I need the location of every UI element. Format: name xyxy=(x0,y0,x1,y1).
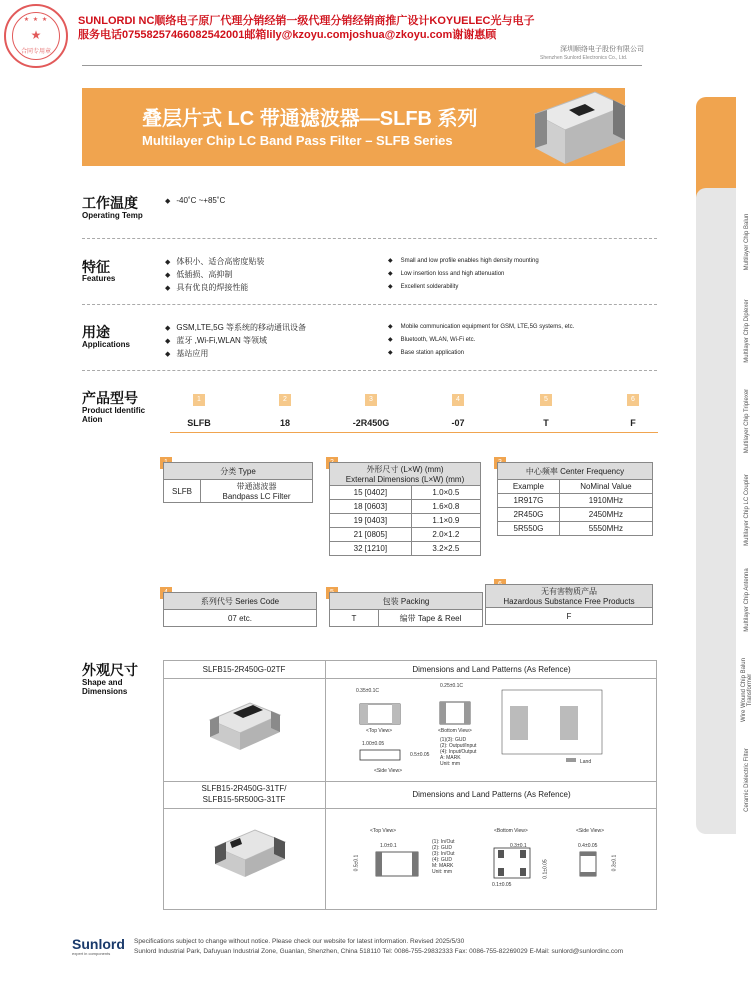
dim-title-1: Dimensions and Land Patterns (As Refence) xyxy=(412,665,571,674)
chip-photo-1 xyxy=(205,695,285,755)
table-cell: 15 [0402] xyxy=(330,486,412,500)
table-cell: 2450MHz xyxy=(559,508,652,522)
legend: (1): In/Out (2): GUD (3): In/Out (4): GUD M: MARK Unit: mm xyxy=(432,839,455,875)
features-title-cn: 特征 xyxy=(82,259,110,275)
table-center-frequency xyxy=(497,462,653,536)
table-cell: 07 etc. xyxy=(164,610,317,627)
table-dimensions xyxy=(329,462,481,556)
banner-title-en: Multilayer Chip LC Band Pass Filter – SLFB Series xyxy=(142,133,453,148)
features-item-cn: ◆ 体积小、适合高密度贴装 xyxy=(165,257,265,266)
operating-temp-title-en: Operating Temp xyxy=(82,211,143,220)
applications-item-cn: ◆ 基站应用 xyxy=(165,349,209,358)
banner-title-cn: 叠层片式 LC 带通滤波器—SLFB 系列 xyxy=(142,108,478,130)
part-segment-number: 4 xyxy=(452,394,464,406)
dim-label: 1.00±0.05 xyxy=(362,741,385,747)
applications-item-cn: ◆ GSM,LTE,5G 等系统的移动通讯设备 xyxy=(165,323,307,332)
part-segment-value: -2R450G xyxy=(352,418,390,428)
tab-wire-wound-balun[interactable]: Wire Wound Chip Balun Transformer xyxy=(696,636,736,744)
divider xyxy=(82,238,657,239)
chip-photo-2 xyxy=(210,822,290,882)
table-cell: F xyxy=(486,608,653,625)
part-segment-value: 18 xyxy=(279,418,290,428)
tab-triplexer[interactable]: Multilayer Chip Triplexer xyxy=(696,367,736,475)
applications-item-en: ◆ Base station application xyxy=(388,350,464,356)
table-header: 系列代号 Series Code xyxy=(164,593,317,610)
tab-lc-filter[interactable]: Multilayer Chip LC Filter xyxy=(696,97,736,207)
footer-address: Sunlord Industrial Park, Dafuyuan Industrial Zone, Guanlan, Shenzhen, China 518110 Tel: 0086-755-29832333 Fax: 0086-755-82269029 E-Mail: sunlord@sunlordinc.com xyxy=(134,948,624,955)
part-segment-number: 6 xyxy=(627,394,639,406)
frame-divider xyxy=(163,678,657,679)
table-header: 外形尺寸 (L×W) (mm) External Dimensions (L×W) (mm) xyxy=(330,463,481,486)
top-view-label: <Top View> xyxy=(370,828,397,834)
features-item-en: ◆ Small and low profile enables high density mounting xyxy=(388,258,539,264)
legend: (1)(3): GUD (2): Output/Input (4): Input/Output A: MARK Unit: mm xyxy=(440,737,477,767)
tab-coupler[interactable]: Multilayer Chip LC Coupler xyxy=(696,456,736,564)
part-label-1: SLFB15-2R450G-02TF xyxy=(202,665,286,674)
table-header: 包装 Packing xyxy=(330,593,483,610)
table-cell: 2.0×1.2 xyxy=(411,528,480,542)
table-cell: 5550MHz xyxy=(559,522,652,536)
features-item-en: ◆ Excellent solderability xyxy=(388,284,459,290)
tab-antenna[interactable]: Multilayer Chip Antenna xyxy=(696,546,736,654)
side-view-label: <Side View> xyxy=(374,768,402,774)
part-segment-number: 5 xyxy=(540,394,552,406)
frame-divider xyxy=(325,660,326,910)
tab-balun[interactable]: Multilayer Chip Balun xyxy=(696,188,736,296)
part-segment-value: -07 xyxy=(451,418,465,428)
part-number-title-cn: 产品型号 xyxy=(82,390,138,406)
applications-item-en: ◆ Mobile communication equipment for GSM, LTE,5G systems, etc. xyxy=(388,324,575,330)
bottom-view-label: <Bottom View> xyxy=(438,728,472,734)
part-segment-value: SLFB xyxy=(187,418,211,428)
table-cell: 19 [0403] xyxy=(330,514,412,528)
part-segment-value: F xyxy=(630,418,636,428)
dim-label: 0.35±0.1C xyxy=(356,688,380,694)
operating-temp-value: ◆ -40˚C ~+85˚C xyxy=(165,196,226,205)
divider xyxy=(82,370,657,371)
part-segment-value: T xyxy=(543,418,549,428)
applications-title-cn: 用途 xyxy=(82,324,110,340)
features-item-en: ◆ Low insertion loss and high attenuation xyxy=(388,271,505,277)
bottom-view-label: <Bottom View> xyxy=(494,828,528,834)
dim-label: 0.5±0.1 xyxy=(353,854,360,872)
table-cell: 18 [0603] xyxy=(330,500,412,514)
divider xyxy=(82,304,657,305)
table-hazardous-free xyxy=(485,584,653,625)
part-number-title-en: Product Identific Ation xyxy=(82,406,146,424)
tab-ceramic-filter[interactable]: Ceramic Dielectric Filter xyxy=(696,726,736,834)
table-cell: 2R450G xyxy=(498,508,560,522)
top-view-label: <Top View> xyxy=(366,728,393,734)
applications-item-cn: ◆ 蓝牙 ,Wi-Fi,WLAN 等领域 xyxy=(165,336,268,345)
features-title-en: Features xyxy=(82,274,116,283)
table-cell: Example xyxy=(498,480,560,494)
table-series-code xyxy=(163,592,317,627)
table-header: 分类 Type xyxy=(164,463,313,480)
table-header: 无有害物质产品 Hazardous Substance Free Products xyxy=(486,585,653,608)
promo-line-2: 服务电话07558257466082542001邮箱lily@kzoyu.comjoshua@zkoyu.com谢谢惠顾 xyxy=(78,29,497,41)
table-cell: 1910MHz xyxy=(559,494,652,508)
land-label: Land xyxy=(580,759,592,765)
dim-label: 0.4±0.05 xyxy=(578,843,598,849)
dim-label: 0.25±0.1C xyxy=(440,683,464,689)
applications-item-en: ◆ Bluetooth, WLAN, Wi-Fi etc. xyxy=(388,337,476,343)
table-cell: T xyxy=(330,610,379,627)
table-cell: SLFB xyxy=(164,480,201,503)
company-name-cn: 深圳顺络电子股份有限公司 xyxy=(560,46,644,53)
dim-title-2: Dimensions and Land Patterns (As Refence) xyxy=(412,790,571,799)
part-segment-number: 2 xyxy=(279,394,291,406)
banner-chip-illustration xyxy=(525,84,637,174)
part-number-underline xyxy=(170,432,658,433)
dim-label: 0.1±0.05 xyxy=(542,859,549,879)
dimension-drawing-2 xyxy=(330,830,650,900)
company-stamp: ★ ★ ★ ★ 合同专用章 xyxy=(4,4,68,68)
features-item-cn: ◆ 低插损、高抑制 xyxy=(165,270,233,279)
brand-tagline: expert in components xyxy=(72,951,111,956)
dim-label: 0.3±0.1 xyxy=(611,854,618,872)
shape-title-en: Shape and Dimensions xyxy=(82,678,128,696)
dim-label: 0.1±0.05 xyxy=(492,882,512,888)
header-divider xyxy=(82,65,642,66)
table-cell: 5R550G xyxy=(498,522,560,536)
promo-line-1: SUNLORDI NC顺络电子原厂代理分销经销一级代理分销经销商推广设计KOYUELEC光与电子 xyxy=(78,15,535,27)
frame-divider xyxy=(163,781,657,782)
dim-label: 0.3±0.1 xyxy=(510,843,527,849)
frame-divider xyxy=(163,808,657,809)
part-label-2b: SLFB15-5R500G-31TF xyxy=(202,795,286,804)
table-cell: 带通滤波器 Bandpass LC Filter xyxy=(201,480,313,503)
table-cell: 21 [0805] xyxy=(330,528,412,542)
features-item-cn: ◆ 具有优良的焊接性能 xyxy=(165,283,249,292)
shape-title-cn: 外观尺寸 xyxy=(82,662,138,678)
brand-logo: Sunlord xyxy=(72,936,125,952)
side-view-label: <Side View> xyxy=(576,828,604,834)
company-name-en: Shenzhen Sunlord Electronics Co., Ltd. xyxy=(540,55,628,61)
table-packing xyxy=(329,592,483,627)
part-segment-number: 1 xyxy=(193,394,205,406)
table-cell: NoMinal Value xyxy=(559,480,652,494)
table-type xyxy=(163,462,313,503)
dim-label: 1.0±0.1 xyxy=(380,843,397,849)
table-cell: 1.0×0.5 xyxy=(411,486,480,500)
footer-notice: Specifications subject to change without notice. Please check our website for latest information. Revised 2025/5/30 xyxy=(134,938,465,945)
part-label-2a: SLFB15-2R450G-31TF/ xyxy=(201,784,287,793)
table-cell: 32 [1210] xyxy=(330,542,412,556)
table-cell: 3.2×2.5 xyxy=(411,542,480,556)
table-header: 中心频率 Center Frequency xyxy=(498,463,653,480)
table-cell: 编带 Tape & Reel xyxy=(379,610,483,627)
part-segment-number: 3 xyxy=(365,394,377,406)
dim-label: 0.5±0.05 xyxy=(410,752,430,758)
applications-title-en: Applications xyxy=(82,340,131,349)
operating-temp-title-cn: 工作温度 xyxy=(82,195,138,211)
table-cell: 1R917G xyxy=(498,494,560,508)
table-cell: 1.1×0.9 xyxy=(411,514,480,528)
table-cell: 1.6×0.8 xyxy=(411,500,480,514)
tab-diplexer[interactable]: Multilayer Chip Diplexer xyxy=(696,277,736,385)
